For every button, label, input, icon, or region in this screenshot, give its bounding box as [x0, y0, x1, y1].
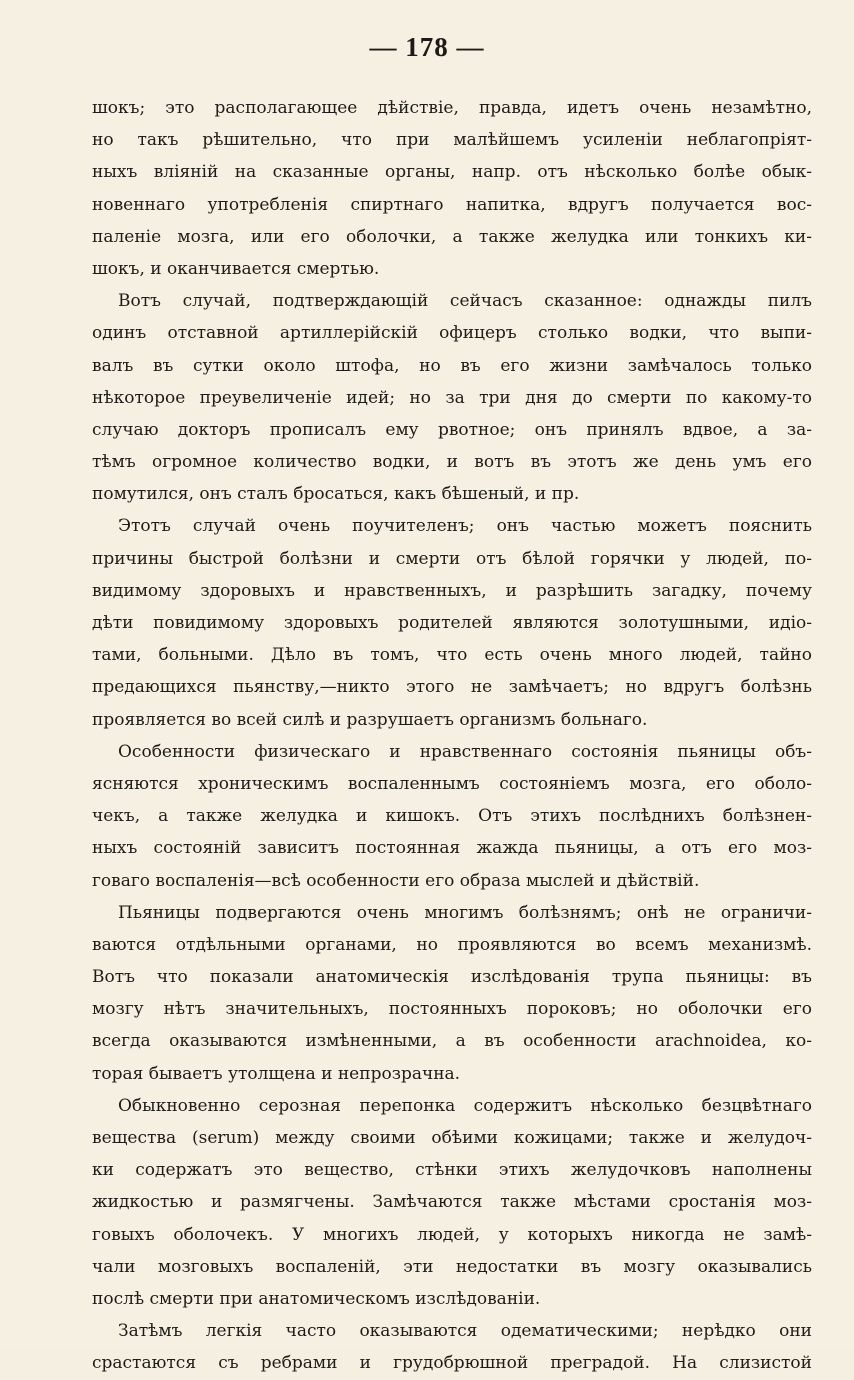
text-line: но такъ рѣшительно, что при малѣйшемъ усиленіи неблагопріят- [92, 130, 812, 151]
text-line: шокъ; это располагающее дѣйствіе, правда, идетъ очень незамѣтно, [92, 98, 812, 118]
text-line: жидкостью и размягчены. Замѣчаются также мѣстами сростанія моз- [92, 1192, 812, 1213]
text-line: чали мозговыхъ воспаленій, эти недостатки въ мозгу оказывались [92, 1256, 812, 1277]
text-line: мозгу нѣтъ значительныхъ, постоянныхъ пороковъ; но оболочки его [92, 999, 812, 1020]
paragraph [92, 736, 812, 897]
text-line: причины быстрой болѣзни и смерти отъ бѣлой горячки у людей, по- [92, 548, 812, 569]
text-line: Этотъ случай очень поучителенъ; онъ частью можетъ пояснить [118, 516, 812, 537]
text-line: новеннаго употребленія спиртнаго напитка, вдругъ получается вос- [92, 194, 812, 215]
text-line: шокъ, и оканчивается смертью. [92, 258, 380, 279]
text-line: ки содержатъ это вещество, стѣнки этихъ желудочковъ наполнены [92, 1160, 812, 1181]
text-line: срастаются съ ребрами и грудобрюшной преградой. На слизистой [92, 1353, 812, 1374]
text-line: тѣмъ огромное количество водки, и вотъ въ этотъ же день умъ его [92, 452, 812, 473]
text-line: говаго воспаленія—всѣ особенности его образа мыслей и дѣйствій. [92, 870, 700, 891]
text-line: дѣти повидимому здоровыхъ родителей являются золотушными, идіо- [92, 613, 812, 633]
paragraph [92, 92, 812, 285]
text-line: одинъ отставной артиллерійскій офицеръ столько водки, что выпи- [92, 323, 812, 344]
paragraph [92, 897, 812, 1090]
text-line: ваются отдѣльными органами, но проявляются во всемъ механизмѣ. [92, 934, 812, 955]
text-line: Пьяницы подвергаются очень многимъ болѣзнямъ; онѣ не ограничи- [118, 902, 812, 923]
text-line: валъ въ сутки около штофа, но въ его жизни замѣчалось только [92, 355, 812, 376]
text-line: вещества (serum) между своими обѣими кожицами; также и желудоч- [92, 1128, 812, 1148]
text-line: Вотъ что показали анатомическія изслѣдованія трупа пьяницы: въ [92, 967, 812, 988]
paragraph [92, 285, 812, 510]
text-line: ныхъ вліяній на сказанные органы, напр. отъ нѣсколько болѣе обык- [92, 162, 812, 183]
text-line: паленіе мозга, или его оболочки, а также желудка или тонкихъ ки- [92, 226, 812, 247]
paragraph [92, 1090, 812, 1315]
text-body [92, 92, 812, 1380]
page-number: — 178 — [369, 32, 485, 62]
text-line: Особенности физическаго и нравственнаго состоянія пьяницы объ- [118, 741, 812, 762]
text-line: помутился, онъ сталъ бросаться, какъ бѣшеный, и пр. [92, 484, 580, 505]
text-line: случаю докторъ прописалъ ему рвотное; онъ принялъ вдвое, а за- [92, 419, 812, 440]
text-line: проявляется во всей силѣ и разрушаетъ организмъ больнаго. [92, 709, 648, 730]
text-line: торая бываетъ утолщена и непрозрачна. [92, 1063, 461, 1084]
paragraph [92, 1315, 812, 1379]
text-line: Обыкновенно серозная перепонка содержитъ нѣсколько безцвѣтнаго [118, 1095, 812, 1116]
text-line: нѣкоторое преувеличеніе идей; но за три дня до смерти по какому-то [92, 387, 812, 408]
text-line: ныхъ состояній зависитъ постоянная жажда пьяницы, а отъ его моз- [92, 838, 812, 859]
text-line: Затѣмъ легкія часто оказываются одематическими; нерѣдко они [118, 1321, 812, 1342]
text-line: всегда оказываются измѣненными, а въ особенности arachnoidea, ко- [92, 1031, 812, 1052]
text-line: Вотъ случай, подтверждающій сейчасъ сказанное: однажды пилъ [118, 291, 812, 312]
text-line: послѣ смерти при анатомическомъ изслѣдованіи. [92, 1288, 541, 1309]
paragraph [92, 510, 812, 735]
text-line: чекъ, а также желудка и кишокъ. Отъ этихъ послѣднихъ болѣзнен- [92, 806, 812, 827]
text-line: видимому здоровыхъ и нравственныхъ, и разрѣшить загадку, почему [92, 580, 812, 601]
text-line: предающихся пьянству,—никто этого не замѣчаетъ; но вдругъ болѣзнь [92, 677, 812, 698]
text-line: тами, больными. Дѣло въ томъ, что есть очень много людей, тайно [92, 645, 812, 666]
text-line: говыхъ оболочекъ. У многихъ людей, у которыхъ никогда не замѣ- [92, 1224, 812, 1245]
text-line: ясняются хроническимъ воспаленнымъ состояніемъ мозга, его оболо- [92, 773, 812, 794]
